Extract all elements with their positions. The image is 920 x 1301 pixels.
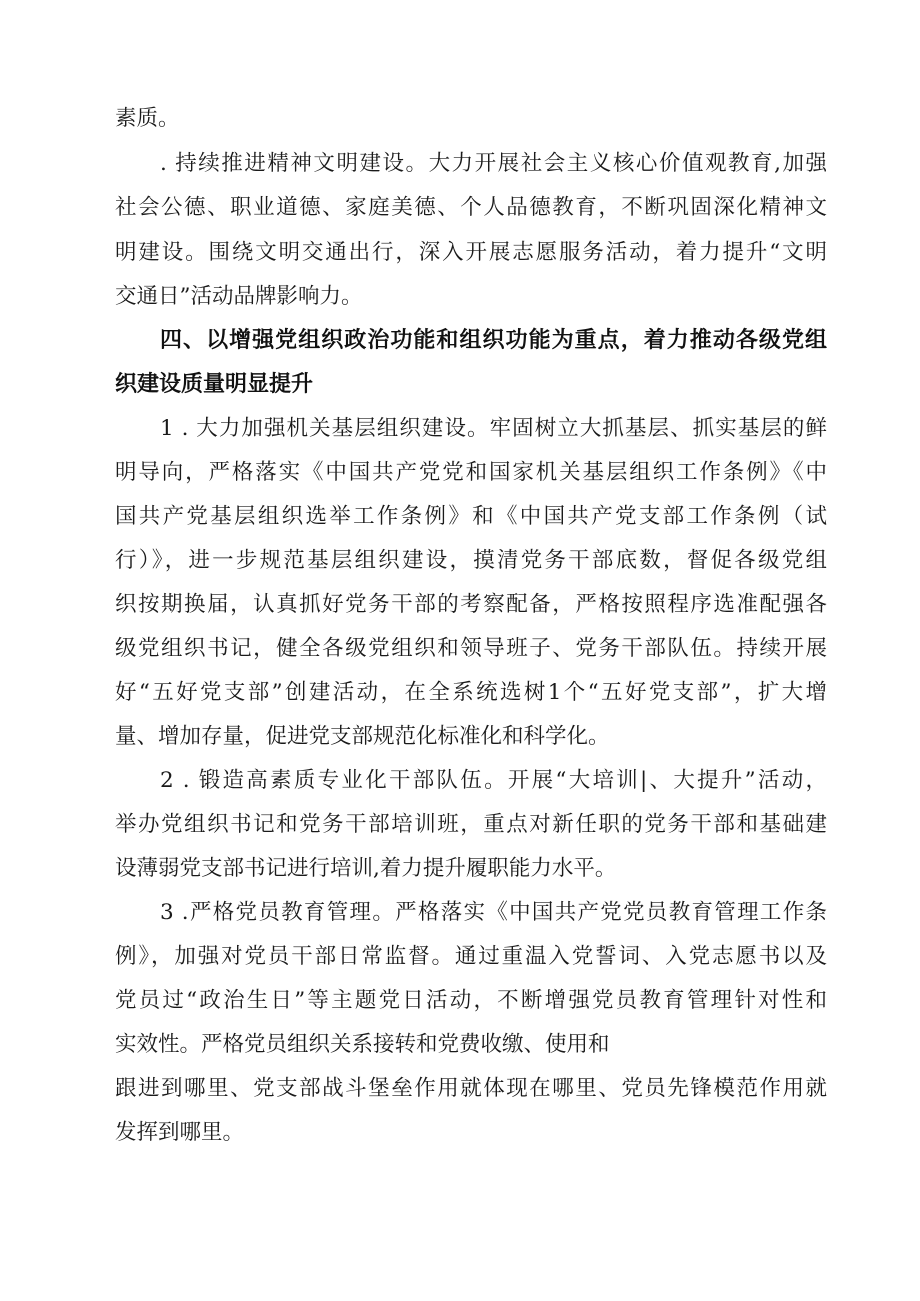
text-line-21: 党员过“政治生日”等主题党日活动，不断增强党员教育管理针对性和 xyxy=(115,988,827,1013)
text-line-9: 明导向，严格落实《中国共产党党和国家机关基层组织工作条例》《中 xyxy=(115,460,827,485)
text-line-1: 素质。 xyxy=(115,106,180,131)
text-line-2: . 持续推进精神文明建设。大力开展社会主义核心价值观教育,加强 xyxy=(160,151,827,176)
text-line-10: 国共产党基层组织选举工作条例》和《中国共产党支部工作条例（试 xyxy=(115,504,827,529)
text-line-16: 2 . 锻造高素质专业化干部队伍。开展“大培训|、大提升”活动， xyxy=(160,768,827,793)
text-line-5: 交通日”活动品牌影响力。 xyxy=(115,284,363,309)
text-line-18: 设薄弱党支部书记进行培训,着力提升履职能力水平。 xyxy=(115,856,617,881)
text-line-17: 举办党组织书记和党务干部培训班，重点对新任职的党务干部和基础建 xyxy=(115,812,827,837)
text-line-11: 行）》，进一步规范基层组织建设，摸清党务干部底数，督促各级党组 xyxy=(115,548,827,573)
text-line-13: 级党组织书记，健全各级党组织和领导班子、党务干部队伍。持续开展 xyxy=(115,636,827,661)
text-line-12: 织按期换届，认真抓好党务干部的考察配备，严格按照程序选准配强各 xyxy=(115,592,827,617)
section-heading-line-1: 四、以增强党组织政治功能和组织功能为重点，着力推动各级党组 xyxy=(160,328,827,353)
text-line-14: 好“五好党支部”创建活动，在全系统选树1个“五好党支部”，扩大增 xyxy=(115,680,827,705)
text-line-23: 跟进到哪里、党支部战斗堡垒作用就体现在哪里、党员先锋模范作用就 xyxy=(115,1076,827,1101)
text-line-4: 明建设。围绕文明交通出行，深入开展志愿服务活动，着力提升“文明 xyxy=(115,240,827,265)
text-line-20: 例》，加强对党员干部日常监督。通过重温入党誓词、入党志愿书以及 xyxy=(115,944,827,969)
text-line-15: 量、增加存量，促进党支部规范化标准化和科学化。 xyxy=(115,724,610,749)
section-heading-line-2: 织建设质量明显提升 xyxy=(115,372,314,397)
text-line-22: 实效性。严格党员组织关系接转和党费收缴、使用和 xyxy=(115,1032,610,1057)
text-line-3: 社会公德、职业道德、家庭美德、个人品德教育，不断巩固深化精神文 xyxy=(115,195,827,220)
text-line-24: 发挥到哪里。 xyxy=(115,1120,245,1145)
text-line-19: 3 .严格党员教育管理。严格落实《中国共产党党员教育管理工作条 xyxy=(160,900,827,925)
text-line-8: 1 . 大力加强机关基层组织建设。牢固树立大抓基层、抓实基层的鲜 xyxy=(160,416,827,441)
